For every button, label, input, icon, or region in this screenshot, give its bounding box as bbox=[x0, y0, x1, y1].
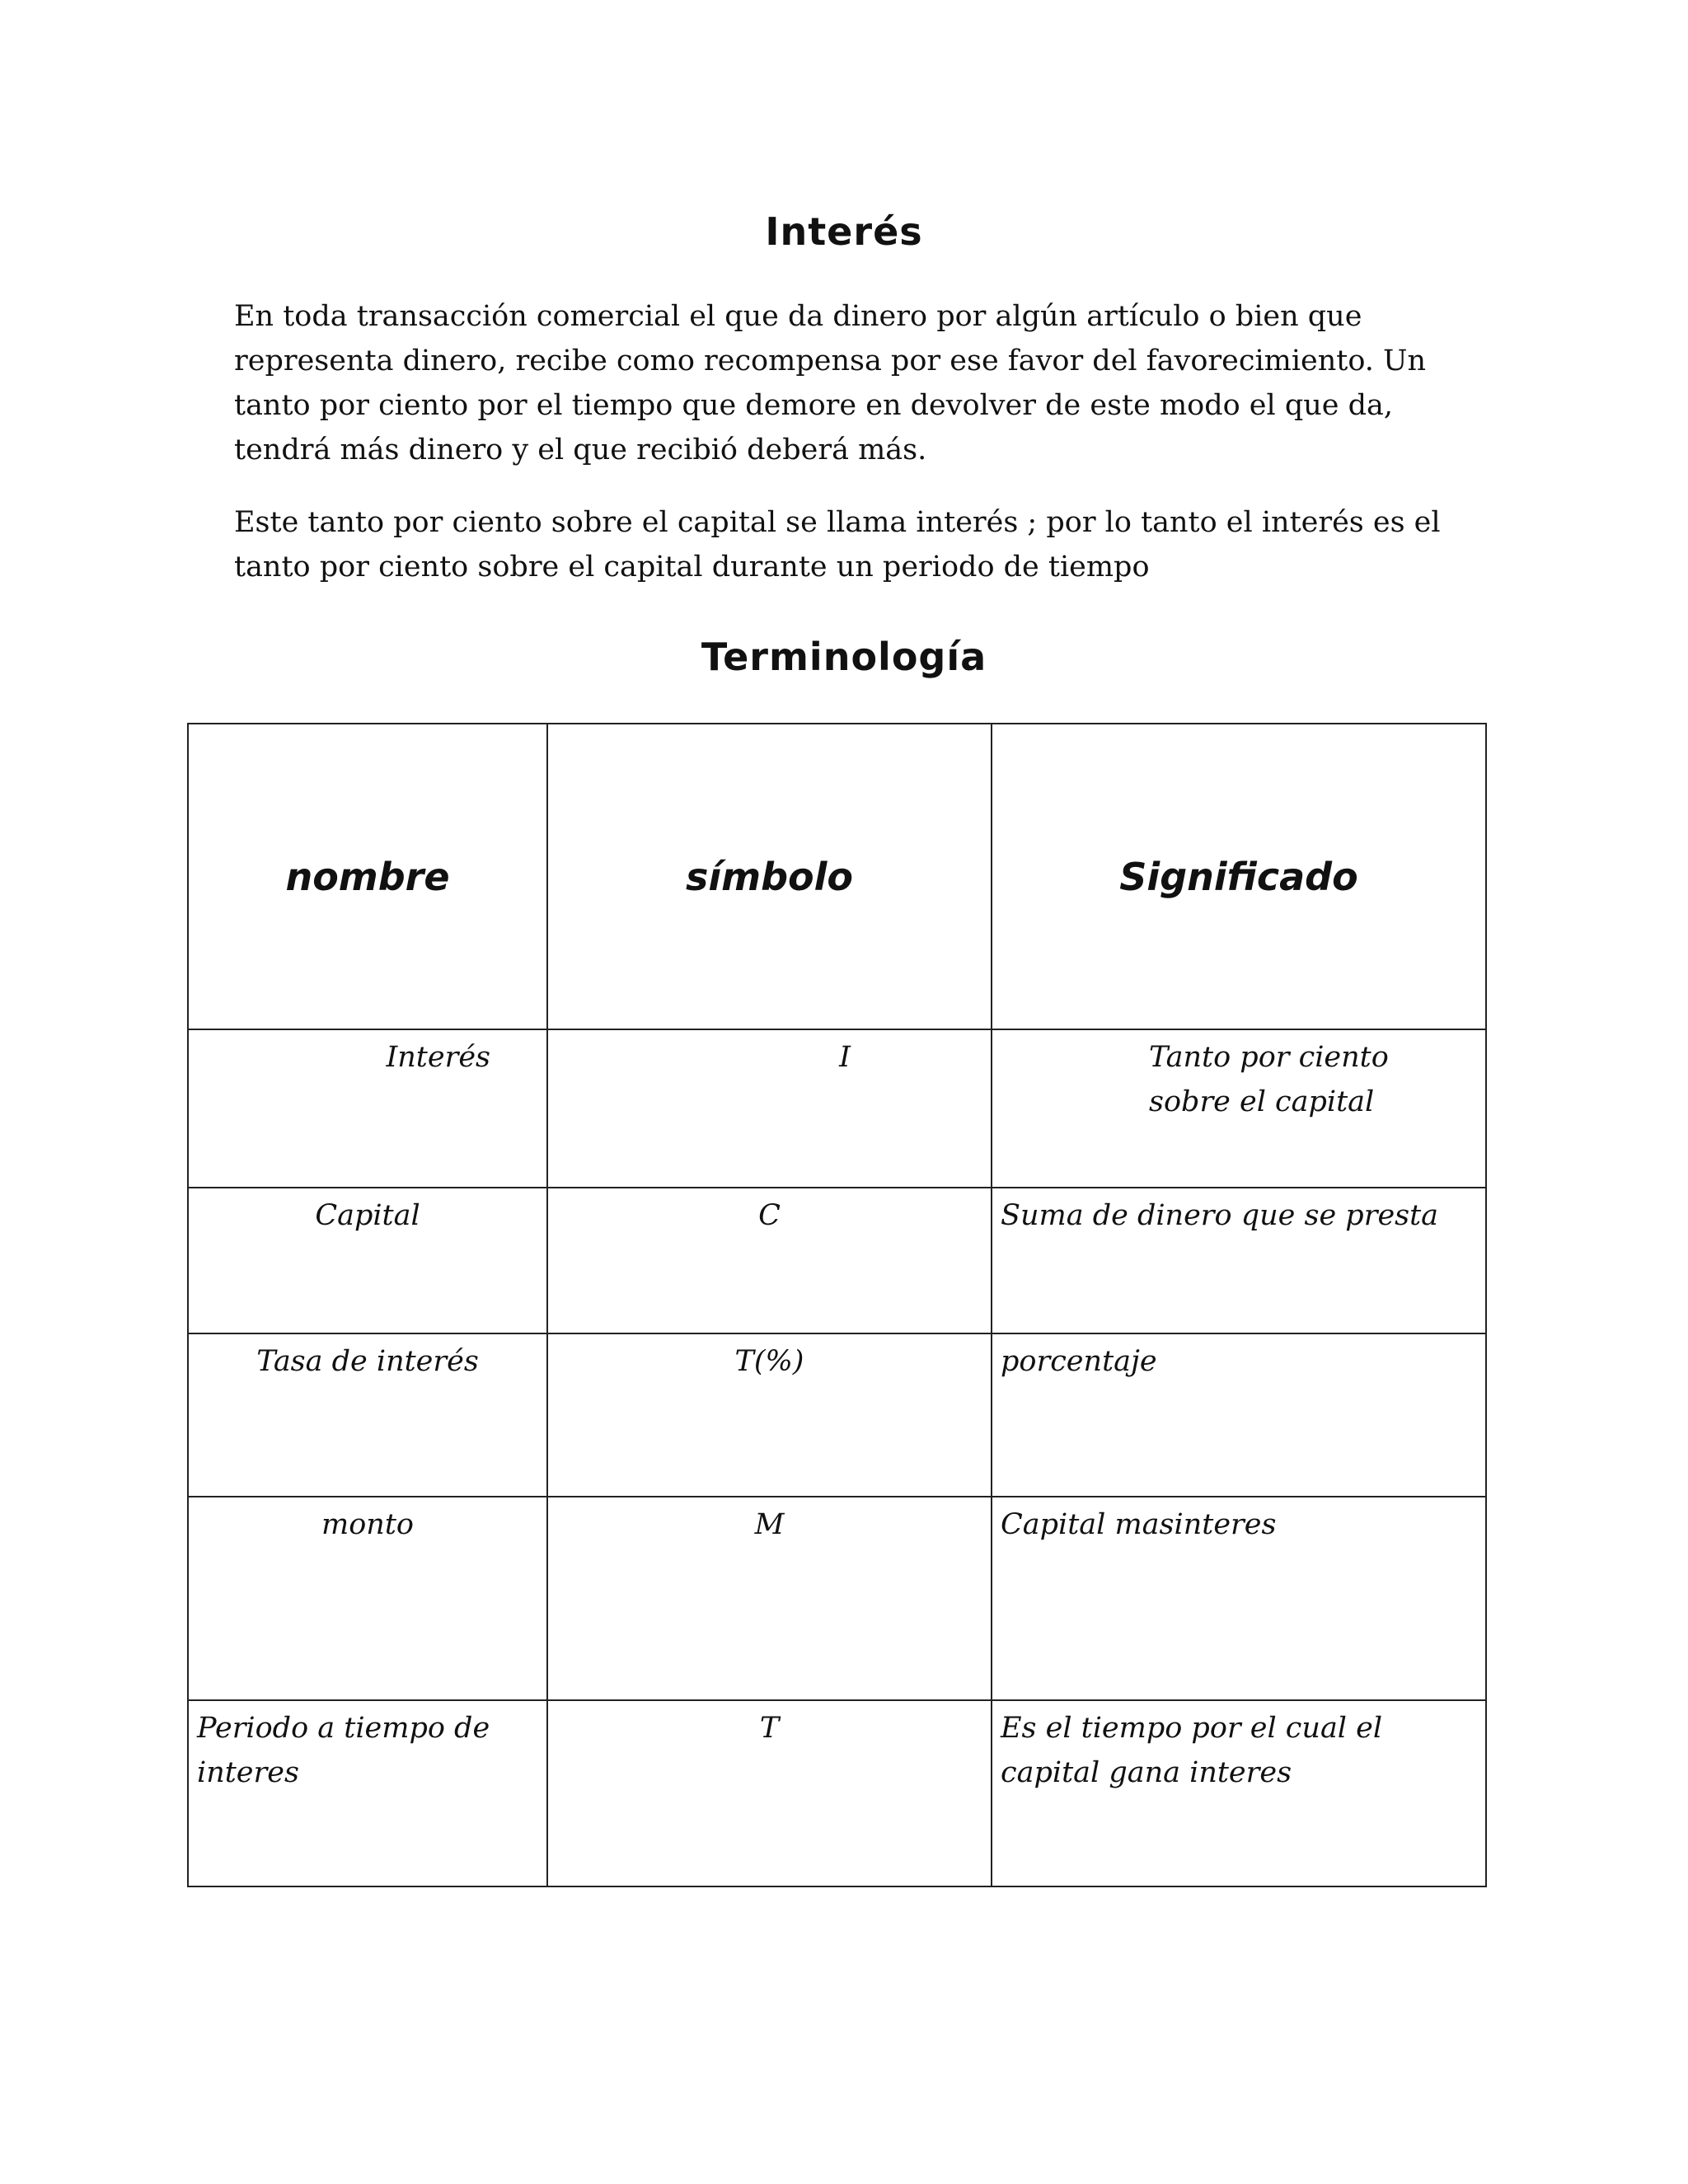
cell-simbolo bbox=[547, 1188, 992, 1333]
table-header-row bbox=[188, 724, 1486, 1029]
row-significado: Es el tiempo por el cual el capital gana interes bbox=[1001, 1712, 1383, 1789]
definition-paragraph: Este tanto por ciento sobre el capital se llama interés ; por lo tanto el interés es el tanto por ciento sobre el capital durante un periodo de tiempo bbox=[234, 506, 1441, 583]
cell-nombre bbox=[188, 1333, 547, 1497]
row-significado: Suma de dinero que se presta bbox=[1001, 1199, 1439, 1232]
table-row bbox=[188, 1497, 1486, 1700]
cell-simbolo bbox=[547, 1700, 992, 1886]
row-nombre: Interés bbox=[386, 1041, 490, 1074]
table-row bbox=[188, 1188, 1486, 1333]
table-row bbox=[188, 1333, 1486, 1497]
row-significado: porcentaje bbox=[1001, 1345, 1157, 1378]
cell-nombre bbox=[188, 1700, 547, 1886]
cell-significado bbox=[992, 1497, 1486, 1700]
row-simbolo: T bbox=[759, 1712, 780, 1745]
row-simbolo: C bbox=[758, 1199, 781, 1232]
row-simbolo: I bbox=[839, 1041, 851, 1074]
cell-nombre bbox=[188, 1029, 547, 1188]
cell-nombre bbox=[188, 1497, 547, 1700]
row-nombre: Capital bbox=[315, 1199, 420, 1232]
row-significado: Capital masinteres bbox=[1001, 1508, 1277, 1541]
table-row bbox=[188, 1700, 1486, 1886]
row-nombre: Periodo a tiempo de interes bbox=[197, 1712, 490, 1789]
row-nombre: monto bbox=[321, 1508, 414, 1541]
cell-significado bbox=[992, 1333, 1486, 1497]
row-simbolo: M bbox=[754, 1508, 785, 1541]
intro-paragraph: En toda transacción comercial el que da dinero por algún artículo o bien que representa dinero, recibe como recompensa por ese favor del favorecimiento. Un tanto por ciento por el tiempo que demore en devolver de este modo el que da, tendrá más dinero y el que recibió deberá más. bbox=[234, 300, 1427, 466]
header-nombre: nombre bbox=[188, 724, 547, 1029]
cell-significado bbox=[992, 1188, 1486, 1333]
header-significado: Significado bbox=[992, 724, 1486, 1029]
cell-simbolo bbox=[547, 1333, 992, 1497]
header-simbolo: símbolo bbox=[547, 724, 992, 1029]
row-nombre: Tasa de interés bbox=[256, 1345, 479, 1378]
cell-simbolo bbox=[547, 1497, 992, 1700]
cell-simbolo bbox=[547, 1029, 992, 1188]
terminology-table bbox=[187, 723, 1487, 1887]
page-title: Interés bbox=[765, 209, 923, 254]
cell-significado bbox=[992, 1700, 1486, 1886]
cell-significado bbox=[992, 1029, 1486, 1188]
table-row bbox=[188, 1029, 1486, 1188]
row-significado: Tanto por ciento sobre el capital bbox=[1149, 1041, 1389, 1118]
section-title: Terminología bbox=[701, 635, 987, 679]
row-simbolo: T(%) bbox=[734, 1345, 804, 1378]
cell-nombre bbox=[188, 1188, 547, 1333]
